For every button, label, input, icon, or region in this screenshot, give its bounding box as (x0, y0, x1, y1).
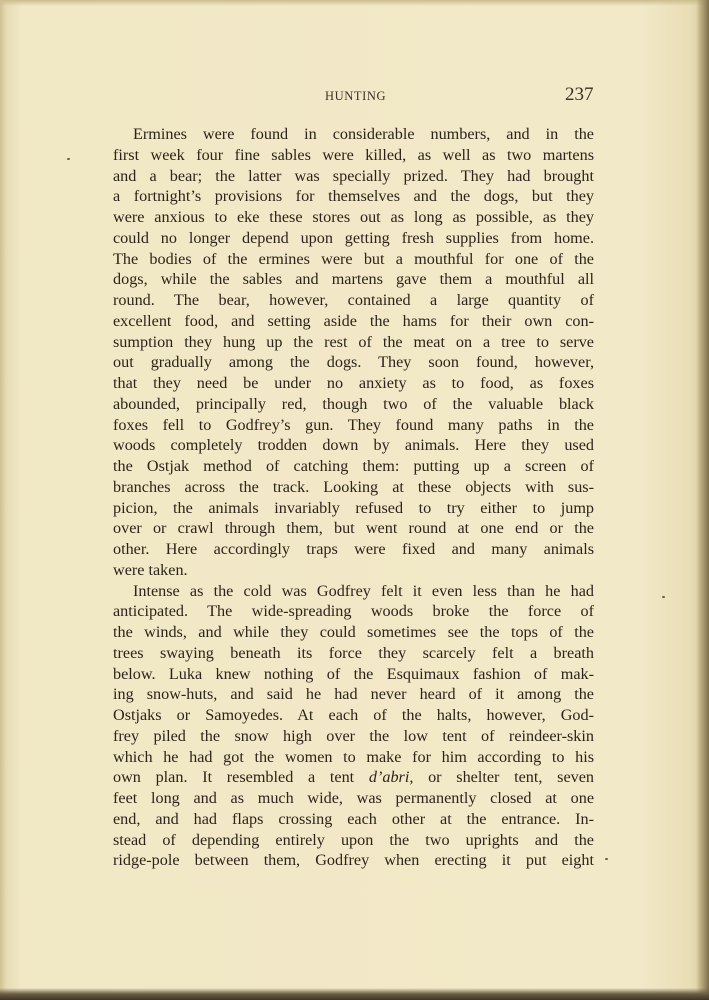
text-line: end, and had flaps crossing each other at the entrance. In- (113, 809, 594, 828)
text-line: stead of depending entirely upon the two uprights and the (113, 830, 594, 849)
text-fragment: or shelter tent, seven (413, 768, 594, 787)
text-line: which he had got the women to make for him according to his (113, 747, 594, 766)
text-line: were anxious to eke these stores out as long as possible, as they (113, 208, 594, 226)
page-top-edge (0, 0, 709, 6)
text-line: Intense as the cold was Godfrey felt it even less than he had (133, 581, 594, 600)
text-line: over or crawl through them, but went round at one end or the (113, 519, 594, 538)
text-line: that they need be under no anxiety as to food, as foxes (113, 374, 594, 392)
text-line: and a bear; the latter was specially prized. They had brought (113, 166, 594, 185)
text-line: round. The bear, however, contained a large quantity of (113, 291, 594, 309)
text-line: trees swaying beneath its force they scarcely felt a breath (113, 643, 594, 662)
text-line: ridge-pole between them, Godfrey when erecting it put eight (113, 851, 594, 870)
text-line: a fortnight’s provisions for themselves and the dogs, but they (113, 187, 594, 206)
text-line: The bodies of the ermines were but a mouthful for one of the (113, 249, 594, 268)
page-bottom-edge-shadow (0, 988, 709, 1000)
page-right-edge-shadow (696, 0, 709, 1000)
text-line: foxes fell to Godfrey’s gun. They found many paths in the (113, 415, 594, 434)
text-line: feet long and as much wide, was permanently closed at one (113, 789, 594, 807)
paper-speck (662, 596, 665, 598)
text-line: the winds, and while they could sometimes see the tops of the (113, 623, 594, 641)
page-number: 237 (565, 84, 594, 105)
text-line: abounded, principally red, though two of the valuable black (113, 394, 594, 413)
text-line: excellent food, and setting aside the hams for their own con- (113, 311, 594, 330)
running-head: HUNTING (325, 89, 387, 103)
text-line: the Ostjak method of catching them: putting up a screen of (113, 457, 594, 475)
text-line: ing snow-huts, and said he had never heard of it among the (113, 685, 594, 704)
text-line: anticipated. The wide-spreading woods broke the force of (113, 602, 594, 621)
text-line: branches across the track. Looking at these objects with sus- (113, 477, 594, 496)
text-line: frey piled the snow high over the low tent of reindeer-skin (113, 726, 594, 745)
text-line: could no longer depend upon getting fresh supplies from home. (113, 228, 594, 247)
text-fragment: own plan. It resembled a tent (113, 768, 369, 787)
text-line-with-italic (113, 767, 594, 788)
paper-speck (605, 858, 608, 860)
page-left-edge (0, 0, 6, 1000)
text-line: Ostjaks or Samoyedes. At each of the halts, however, God- (113, 706, 594, 724)
body-text (113, 124, 594, 871)
text-line: first week four fine sables were killed, as well as two martens (113, 145, 594, 164)
text-line: below. Luka knew nothing of the Esquimaux fashion of mak- (113, 664, 594, 683)
italic-phrase: d’abri, (368, 768, 414, 787)
paper-speck (67, 158, 70, 160)
text-line: other. Here accordingly traps were fixed and many animals (113, 540, 594, 558)
text-line: sumption they hung up the rest of the meat on a tree to serve (113, 332, 594, 351)
text-line: were taken. (113, 560, 188, 579)
text-line: dogs, while the sables and martens gave them a mouthful all (113, 270, 594, 289)
text-line: Ermines were found in considerable numbers, and in the (133, 125, 594, 143)
text-line: picion, the animals invariably refused to try either to jump (113, 498, 594, 517)
text-line: out gradually among the dogs. They soon found, however, (113, 353, 594, 372)
text-line: woods completely trodden down by animals. Here they used (113, 436, 594, 455)
